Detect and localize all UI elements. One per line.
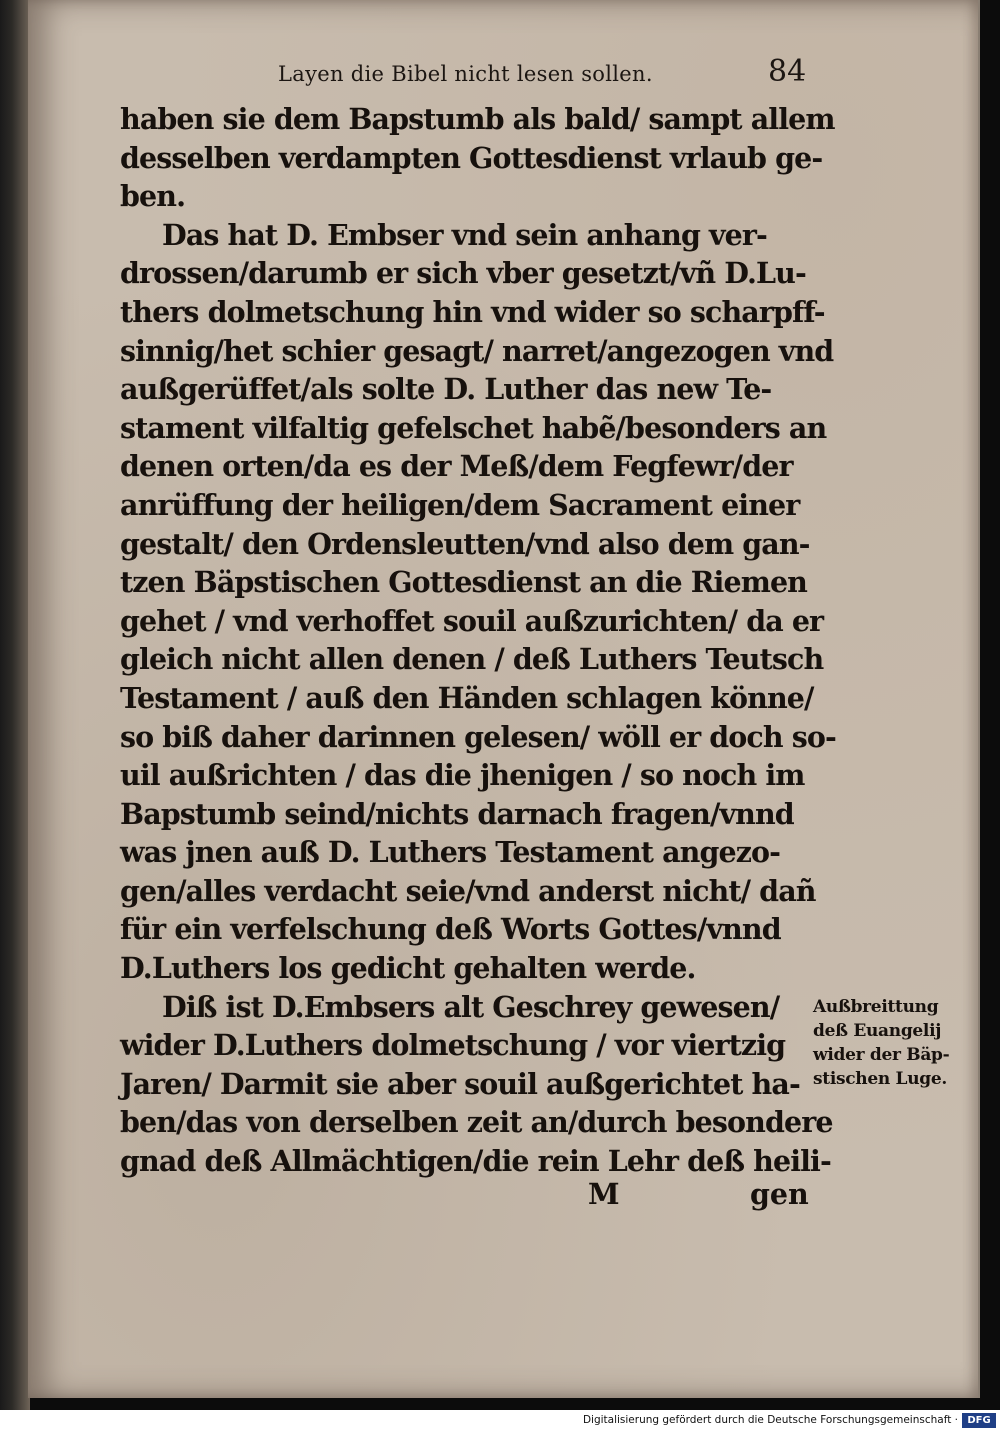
text-line: gestalt/ den Ordensleutten/vnd also dem gan- [120, 526, 810, 561]
text-line: drossen/darumb er sich vber gesetzt/vñ D.Lu- [120, 256, 806, 291]
book-binding [0, 0, 30, 1410]
text-line: thers dolmetschung hin vnd wider so scharpff- [120, 294, 825, 329]
marginal-note-line: wider der Bäp- [813, 1045, 950, 1065]
running-head: Layen die Bibel nicht lesen sollen. [278, 62, 653, 86]
catchword: gen [750, 1177, 809, 1211]
marginal-note-line: stischen Luge. [813, 1069, 947, 1089]
text-line: anrüffung der heiligen/dem Sacrament einer [120, 487, 800, 522]
marginal-note [813, 995, 983, 1091]
text-line: gnad deß Allmächtigen/die rein Lehr deß heili- [120, 1144, 831, 1179]
signature-mark: M [588, 1177, 620, 1211]
footer-bar [0, 1410, 1000, 1432]
text-line: gen/alles verdacht seie/vnd anderst nicht/ dañ [120, 873, 816, 908]
text-line: Jaren/ Darmit sie aber souil außgerichtet ha- [120, 1066, 800, 1101]
marginal-note-line: Außbreittung [813, 997, 939, 1017]
text-line: was jnen auß D. Luthers Testament angezo- [120, 835, 781, 870]
text-line: außgerüffet/als solte D. Luther das new Te- [120, 372, 772, 407]
marginal-note-line: deß Euangelij [813, 1021, 942, 1041]
text-line: sinnig/het schier gesagt/ narret/angezogen vnd [120, 333, 834, 368]
page-number: 84 [768, 54, 807, 89]
text-line: Testament / auß den Händen schlagen könne/ [120, 680, 814, 715]
text-line: haben sie dem Bapstumb als bald/ sampt allem [120, 102, 835, 136]
dfg-logo: DFG [962, 1413, 996, 1428]
text-line: Bapstumb seind/nichts darnach fragen/vnnd [120, 796, 794, 831]
text-line: desselben verdampten Gottesdienst vrlaub ge- [120, 140, 823, 175]
book-page [28, 0, 980, 1398]
text-line: tzen Bäpstischen Gottesdienst an die Riemen [120, 565, 808, 600]
footer-credit: Digitalisierung gefördert durch die Deutsche Forschungsgemeinschaft · [582, 1414, 958, 1426]
body-text [120, 100, 836, 1181]
text-line: D.Luthers los gedicht gehalten werde. [120, 951, 696, 986]
text-line: für ein verfelschung deß Worts Gottes/vnnd [120, 912, 781, 947]
text-line: so biß daher darinnen gelesen/ wöll er doch so- [120, 719, 836, 754]
text-line: gehet / vnd verhoffet souil außzurichten/ da er [120, 603, 824, 638]
text-line: ben/das von derselben zeit an/durch besondere [120, 1105, 833, 1140]
text-line: wider D.Luthers dolmetschung / vor viertzig [120, 1028, 786, 1063]
text-line: gleich nicht allen denen / deß Luthers Teutsch [120, 642, 824, 677]
text-line: denen orten/da es der Meß/dem Fegfewr/der [120, 449, 793, 484]
text-line: Das hat D. Embser vnd sein anhang ver- [162, 217, 767, 252]
text-line: Diß ist D.Embsers alt Geschrey gewesen/ [162, 989, 780, 1024]
text-line: ben. [120, 179, 186, 214]
text-line: uil außrichten / das die jhenigen / so noch im [120, 758, 805, 793]
text-line: stament vilfaltig gefelschet habẽ/besonders an [120, 410, 827, 445]
